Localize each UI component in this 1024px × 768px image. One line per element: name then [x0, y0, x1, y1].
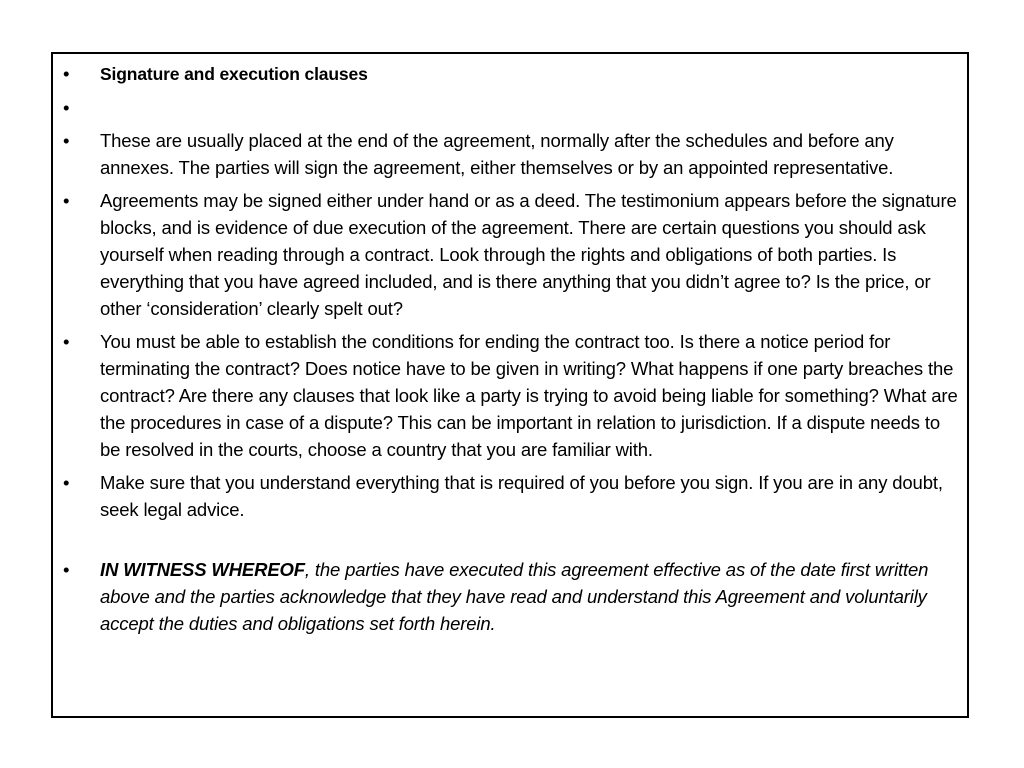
bullet-icon: •: [63, 190, 70, 211]
bullet-icon: •: [63, 97, 70, 118]
bullet-advice: [63, 469, 961, 523]
placement-paragraph: These are usually placed at the end of the agreement, normally after the schedules and before any annexes. The parties will sign the agreement, either themselves or by an appointed representative.: [100, 130, 894, 178]
bullet-icon: •: [63, 559, 70, 580]
witness-text: , the parties have executed this agreement effective as of the date first written above and the parties acknowledge that they have read and understand this Agreement and voluntarily accept the duties and obligations set forth herein.: [100, 559, 929, 634]
bullet-placement: [63, 127, 961, 181]
slide-frame: [51, 52, 969, 718]
bullet-witness: [63, 556, 961, 637]
termination-paragraph: You must be able to establish the conditions for ending the contract too. Is there a notice period for terminating the contract? Does notice have to be given in writing? What happens if one party breaches the contract? Are there any clauses that look like a party is trying to avoid being liable for something? What are the procedures in case of a dispute? This can be important in relation to jurisdiction. If a dispute needs to be resolved in the courts, choose a country that you are familiar with.: [100, 331, 958, 460]
advice-paragraph: Make sure that you understand everything that is required of you before you sign. If you are in any doubt, seek legal advice.: [100, 472, 943, 520]
witness-clause: [100, 559, 928, 634]
witness-lead: IN WITNESS WHEREOF: [100, 559, 305, 580]
bullet-icon: •: [63, 130, 70, 151]
bullet-empty: [63, 94, 961, 121]
bullet-termination: [63, 328, 961, 463]
slide-heading: Signature and execution clauses: [100, 64, 368, 84]
bullet-icon: •: [63, 472, 70, 493]
bullet-icon: •: [63, 331, 70, 352]
bullet-list: [63, 60, 961, 637]
bullet-icon: •: [63, 63, 70, 84]
bullet-signing: [63, 187, 961, 322]
bullet-heading: [63, 60, 961, 88]
empty-bullet-text: [100, 97, 105, 118]
signing-paragraph: Agreements may be signed either under hand or as a deed. The testimonium appears before the signature blocks, and is evidence of due execution of the agreement. There are certain questions you should ask yourself when reading through a contract. Look through the rights and obligations of both parties. Is everything that you have agreed included, and is there anything that you didn’t agree to? Is the price, or other ‘consideration’ clearly spelt out?: [100, 190, 957, 319]
